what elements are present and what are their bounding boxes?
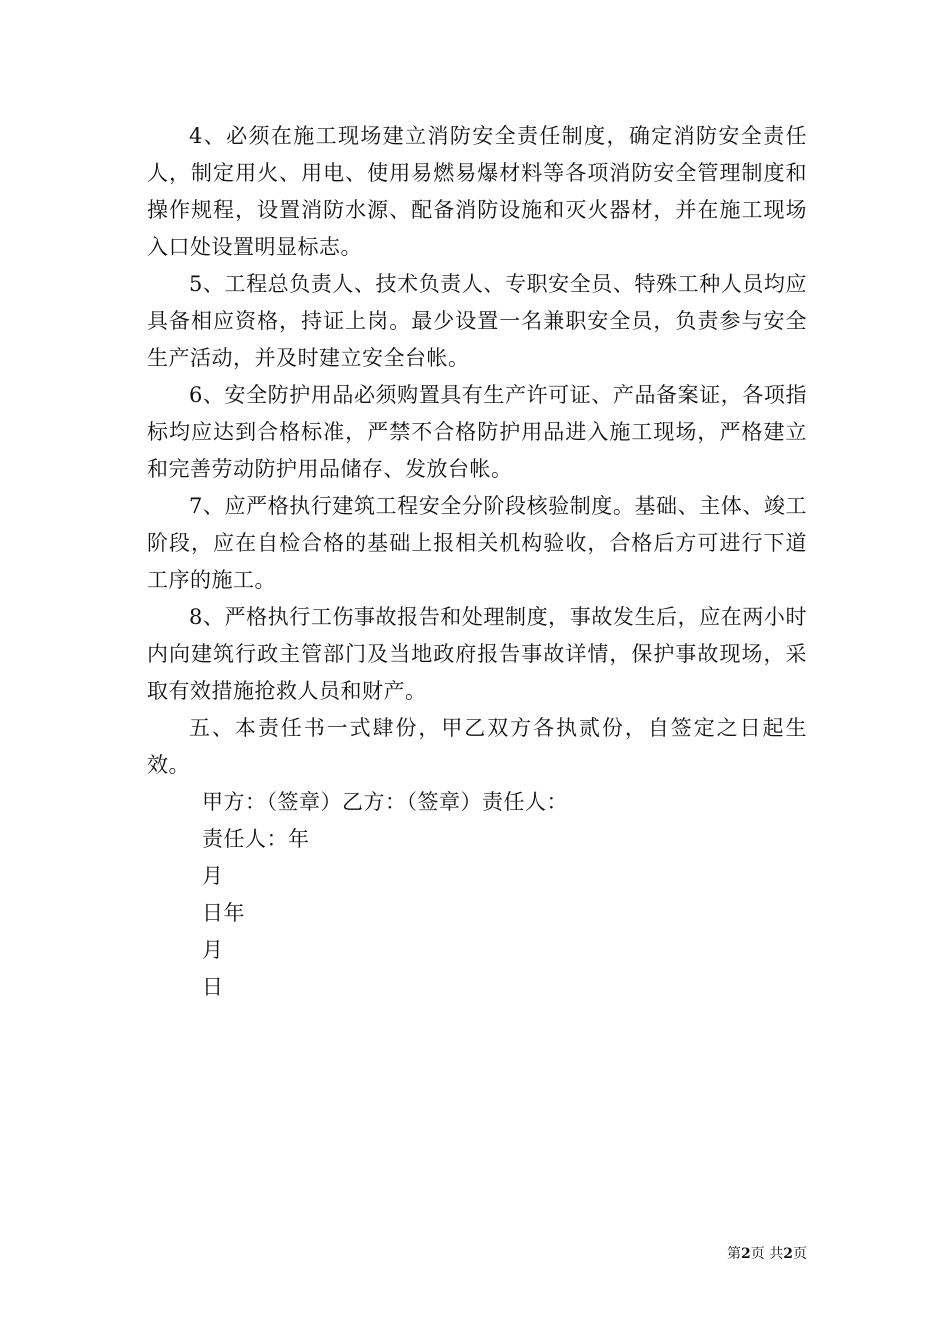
page-footer xyxy=(727,1245,807,1263)
paragraph-item-6: 6、安全防护用品必须购置具有生产许可证、产品备案证，各项指标均应达到合格标准，严禁不合格防护用品进入施工现场，严格建立和完善劳动防护用品储存、发放台帐。 xyxy=(147,383,807,481)
footer-current-page: 2 xyxy=(741,1246,751,1262)
paragraph-item-8: 8、严格执行工伤事故报告和处理制度，事故发生后，应在两小时内向建筑行政主管部门及当地政府报告事故详情，保护事故现场，采取有效措施抢救人员和财产。 xyxy=(147,605,807,703)
footer-middle: 页 共 xyxy=(750,1246,784,1262)
document-body xyxy=(147,118,807,1006)
paragraph-section-5: 五、本责任书一式肆份，甲乙双方各执贰份，自签定之日起生效。 xyxy=(147,716,807,777)
footer-suffix: 页 xyxy=(793,1246,807,1262)
signature-responsible-line: 责任人：年 xyxy=(202,827,310,851)
footer-prefix: 第 xyxy=(727,1246,742,1262)
signature-month-line: 月 xyxy=(202,864,224,888)
paragraph-item-7: 7、应严格执行建筑工程安全分阶段核验制度。基础、主体、竣工阶段，应在自检合格的基础上报相关机构验收，合格后方可进行下道工序的施工。 xyxy=(147,494,807,592)
signature-block xyxy=(147,784,807,1006)
footer-total-pages: 2 xyxy=(783,1246,793,1262)
paragraph-item-5: 5、工程总负责人、技术负责人、专职安全员、特殊工种人员均应具备相应资格，持证上岗。最少设置一名兼职安全员，负责参与安全生产活动，并及时建立安全台帐。 xyxy=(147,272,807,370)
signature-month-line-2: 月 xyxy=(202,938,224,962)
paragraph-item-4: 4、必须在施工现场建立消防安全责任制度，确定消防安全责任人，制定用火、用电、使用易燃易爆材料等各项消防安全管理制度和操作规程，设置消防水源、配备消防设施和灭火器材，并在施工现场入口处设置明显标志。 xyxy=(147,124,807,259)
signature-day-year-line: 日年 xyxy=(202,901,245,925)
signature-day-line: 日 xyxy=(202,975,224,999)
signature-parties-line: 甲方：（签章）乙方：（签章）责任人： xyxy=(202,790,568,814)
